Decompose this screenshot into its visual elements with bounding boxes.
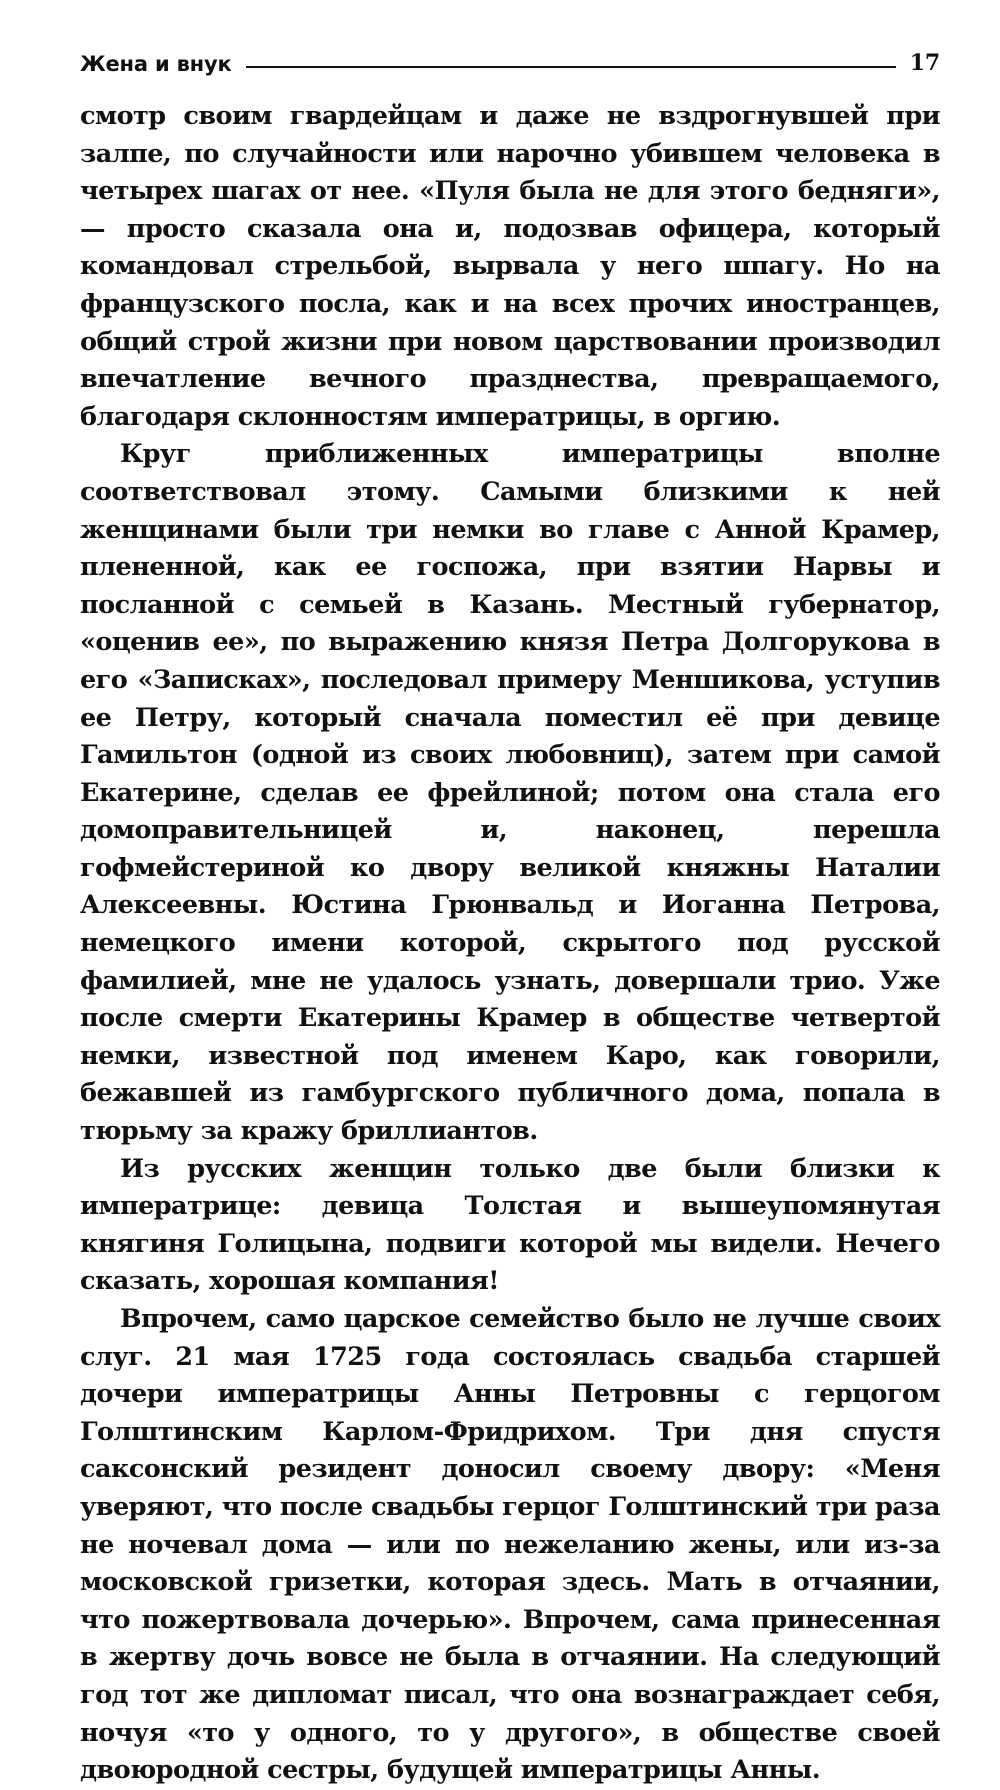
paragraph-russian-women: Из русских женщин только две были близки к императрице: девица Толстая и вышеупомянутая княгиня Голицына, подвиги которой мы видели. Нечего сказать, хорошая компания! (80, 1153, 940, 1297)
running-head (80, 44, 940, 76)
paragraph-royal-family: Впрочем, само царское семейство было не лучше своих слуг. 21 мая 1725 года состоялась свадьба старшей дочери императрицы Анны Петровны с герцогом Голштинским Карлом-Фридрихом. Три дня спустя саксонский резидент доносил своему двору: «Меня уверяют, что после свадьбы герцог Голштинский три раза не ночевал дома — или по нежеланию жены, или из-за московской гризетки, которая здесь. Мать в отчаянии, что пожертвовала дочерью». Впрочем, сама принесенная в жертву дочь вовсе не была в отчаянии. На следующий год тот же дипломат писал, что она вознаграждает себя, ночуя «то у одного, то у другого», в обществе своей двоюродной сестры, будущей императрицы Анны. (80, 1304, 940, 1786)
paragraph-circle-of-favorites: Круг приближенных императрицы вполне соответствовал этому. Самыми близкими к ней женщинами были три немки во главе с Анной Крамер, плененной, как ее госпожа, при взятии Нарвы и посланной с семьей в Казань. Местный губернатор, «оценив ее», по выражению князя Петра Долгорукова в его «Записках», последовал примеру Меншикова, уступив ее Петру, который сначала поместил её при девице Гамильтон (одной из своих любовниц), затем при самой Екатерине, сделав ее фрейлиной; потом она стала его домоправительницей и, наконец, перешла гофмейстериной ко двору великой княжны Наталии Алексеевны. Юстина Грюнвальд и Иоганна Петрова, немецкого имени которой, скрытого под русской фамилией, мне не удалось узнать, довершали трио. Уже после смерти Екатерины Крамер в обществе четвертой немки, известной под именем Каро, как говорили, бежавшей из гамбургского публичного дома, попала в тюрьму за кражу бриллиантов. (80, 439, 940, 1147)
chapter-title: Жена и внук (80, 52, 232, 76)
paragraph-continued: смотр своим гвардейцам и даже не вздрогнувшей при залпе, по случайности или нарочно убившем человека в четырех шагах от нее. «Пуля была не для этого бедняги», — просто сказала она и, подозвав офицера, который командовал стрельбой, вырвала у него шпагу. Но на французского посла, как и на всех прочих иностранцев, общий строй жизни при новом царствовании производил впечатление вечного празднества, превращаемого, благодаря склонностям императрицы, в оргию. (80, 101, 940, 432)
body-text (80, 98, 940, 1790)
page-number: 17 (909, 50, 940, 76)
header-rule (246, 66, 896, 68)
